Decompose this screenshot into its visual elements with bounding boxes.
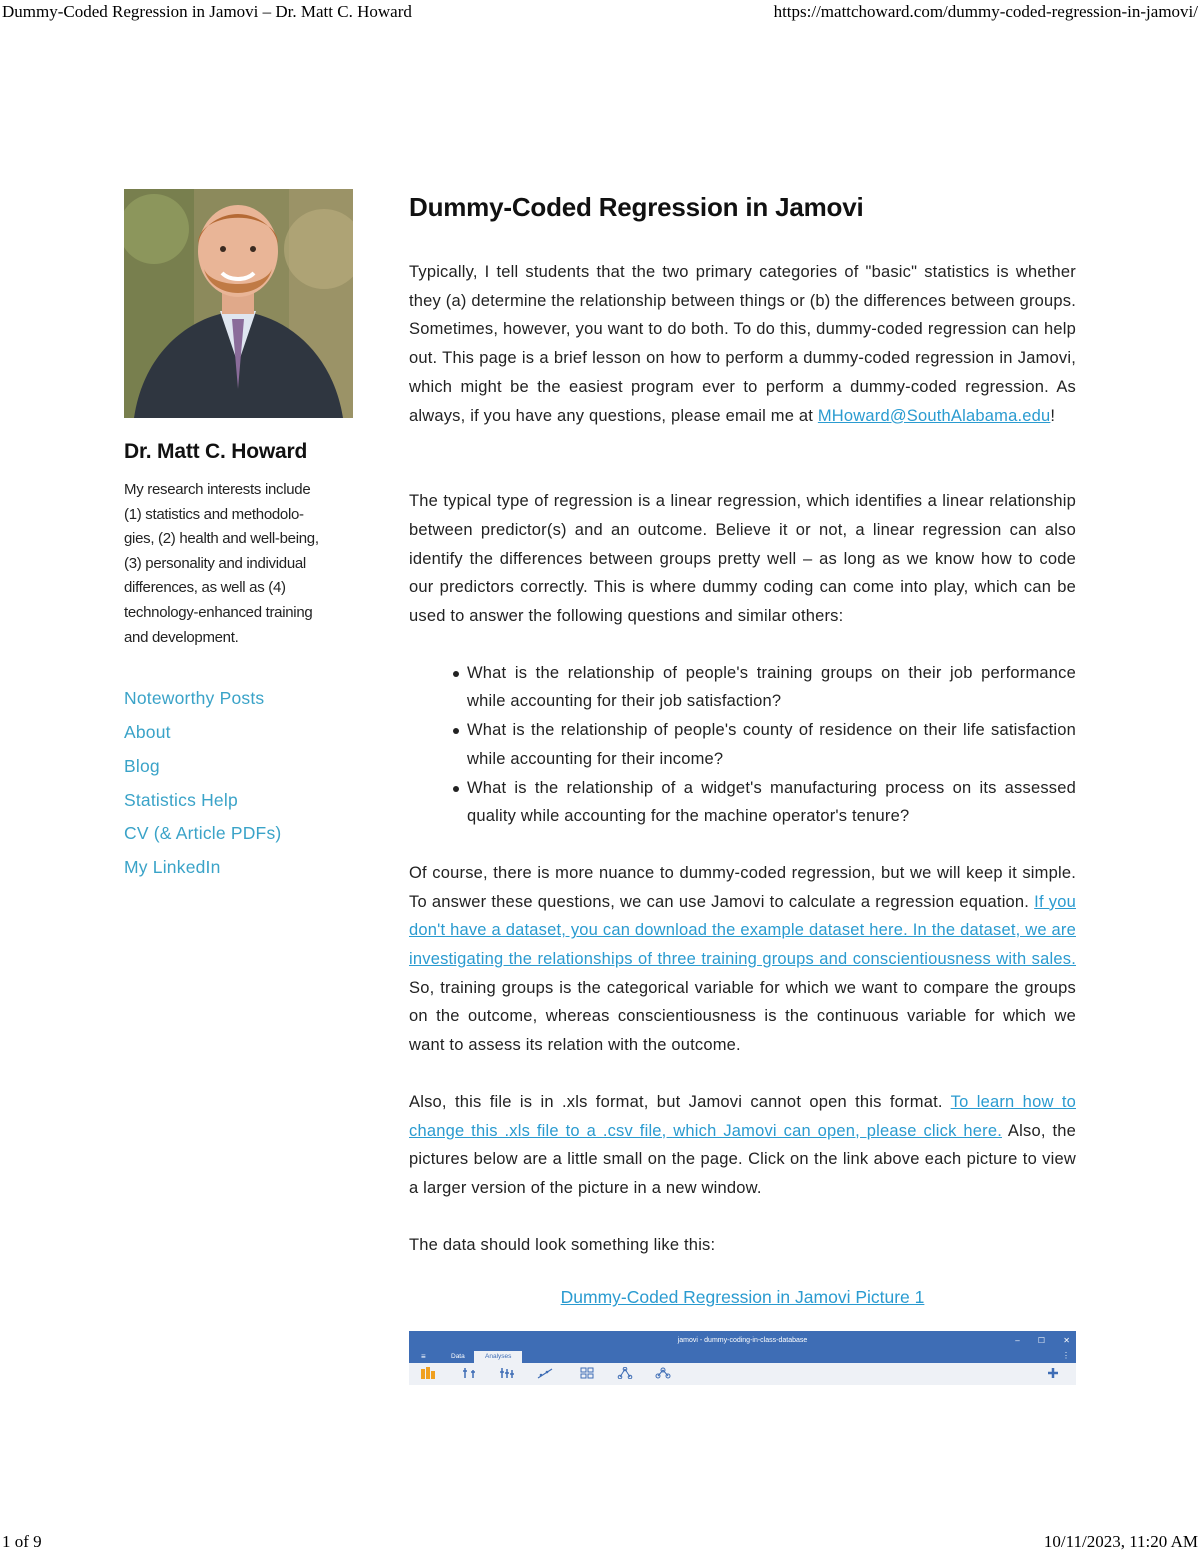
nav-link-statistics-help[interactable]: Statistics Help [124,789,238,810]
modules-icon [655,1367,671,1379]
anovas-icon [499,1367,515,1379]
intro-text: Typically, I tell students that the two primary categories of "basic" statistics is whether they (a) determine the relationship between things or (b) the differences between groups. Sometimes, however, you want to do both. To do this, dummy-coded regression can help out. This page is a brief lesson on how to perform a dummy-coded regression in Jamovi, which might be the easiest program ever to perform a dummy-coded regression. As always, if you have any questions, please email me at [409,263,1076,425]
factor-icon [617,1367,633,1379]
intro-end: ! [1050,406,1056,425]
author-bio [124,478,356,650]
format-text: Also, this file is in .xls format, but Jamovi cannot open this format. [409,1092,951,1111]
nav-link-cv[interactable]: CV (& Article PDFs) [124,823,282,844]
author-bio-line: differences, as well as (4) [124,579,286,597]
picture-link-container [409,1287,1076,1308]
jamovi-toolbar [409,1363,1076,1385]
print-header-url: https://mattchoward.com/dummy-coded-regression-in-jamovi/ [773,2,1198,21]
page-number: 1 of 9 [2,1532,42,1551]
list-item: What is the relationship of a widget's manufacturing process on its assessed quality while accounting for the machine operator's tenure? [467,774,1076,831]
author-bio-line: and development. [124,628,239,646]
frequencies-icon [579,1367,595,1379]
maximize-icon: ☐ [1037,1336,1046,1346]
add-module-icon [1045,1367,1061,1379]
data-intro-paragraph: The data should look something like this: [409,1235,716,1254]
picture-1-link[interactable]: Dummy-Coded Regression in Jamovi Picture 1 [560,1287,925,1308]
list-item: What is the relationship of people's county of residence on their life satisfaction while accounting for their income? [467,716,1076,773]
sidebar [124,189,356,885]
author-bio-line: My research interests include [124,481,311,498]
exploration-icon [421,1367,437,1379]
tab-analyses: Analyses [474,1351,522,1363]
email-link[interactable]: MHoward@SouthAlabama.edu [817,406,1051,425]
dataset-text: Of course, there is more nuance to dummy-coded regression, but we will keep it simple. To answer these questions, we can use Jamovi to calculate a regression equation. [409,863,1076,911]
jamovi-titlebar [409,1331,1076,1351]
nav-link-linkedin[interactable]: My LinkedIn [124,857,221,878]
jamovi-tabbar [409,1351,1076,1363]
jamovi-window-title: jamovi - dummy-coding-in-class-database [677,1337,808,1345]
minimize-icon: – [1015,1336,1020,1346]
regression-icon [537,1367,553,1379]
format-paragraph [409,1088,1076,1203]
window-controls [999,1331,1070,1351]
format-after: Also, the pictures below are a little small on the page. Click on the link above each picture to view a larger version of the picture in a new window. [409,1121,1076,1197]
nav-link-blog[interactable]: Blog [124,755,160,776]
csv-conversion-link[interactable]: To learn how to change this .xls file to a .csv file, which Jamovi can open, please click here. [409,1092,1076,1140]
author-bio-line: (1) statistics and methodolo- [124,505,304,523]
dataset-paragraph [409,859,1076,1060]
close-icon: ✕ [1063,1336,1070,1346]
print-header [0,0,1200,24]
page-title: Dummy-Coded Regression in Jamovi [409,192,864,222]
avatar [124,189,353,418]
t-tests-icon [461,1367,477,1379]
print-datetime: 10/11/2023, 11:20 AM [1043,1532,1198,1551]
dataset-after: So, training groups is the categorical variable for which we want to compare the groups on the outcome, whereas conscientiousness is the continuous variable for which we want to assess its relation with the outcome. [409,978,1076,1055]
kebab-icon: ⋮ [1062,1351,1070,1361]
nav-link-about[interactable]: About [124,721,171,742]
regression-paragraph: The typical type of regression is a linear regression, which identifies a linear relationship between predictor(s) and an outcome. Believe it or not, a linear regression can also identify the differences between groups pretty well – as long as we know how to code our predictors correctly. This is where dummy coding can come into play, which can be used to answer the following questions and similar others: [409,492,1076,626]
author-bio-line: gies, (2) health and well-being, [124,530,319,548]
author-bio-line: technology-enhanced training [124,603,313,621]
author-photo [124,189,353,418]
list-item: What is the relationship of people's training groups on their job performance while accounting for their job satisfaction? [467,659,1076,716]
nav-link-noteworthy-posts[interactable]: Noteworthy Posts [124,688,265,709]
hamburger-icon: ≡ [421,1352,426,1362]
author-name: Dr. Matt C. Howard [124,440,308,463]
main-content [409,189,1076,1385]
author-bio-line: (3) personality and individual [124,554,306,572]
print-header-title: Dummy-Coded Regression in Jamovi – Dr. Matt C. Howard [2,2,412,21]
dataset-download-link[interactable]: If you don't have a dataset, you can download the example dataset here. In the dataset, we are investigating the relationships of three training groups and conscientiousness with sales. [409,892,1076,969]
questions-list [409,659,1076,831]
print-footer [0,1530,1200,1554]
tab-data: Data [451,1353,465,1361]
jamovi-screenshot[interactable] [409,1331,1076,1385]
intro-paragraph [409,258,1076,430]
sidebar-nav [124,682,356,885]
